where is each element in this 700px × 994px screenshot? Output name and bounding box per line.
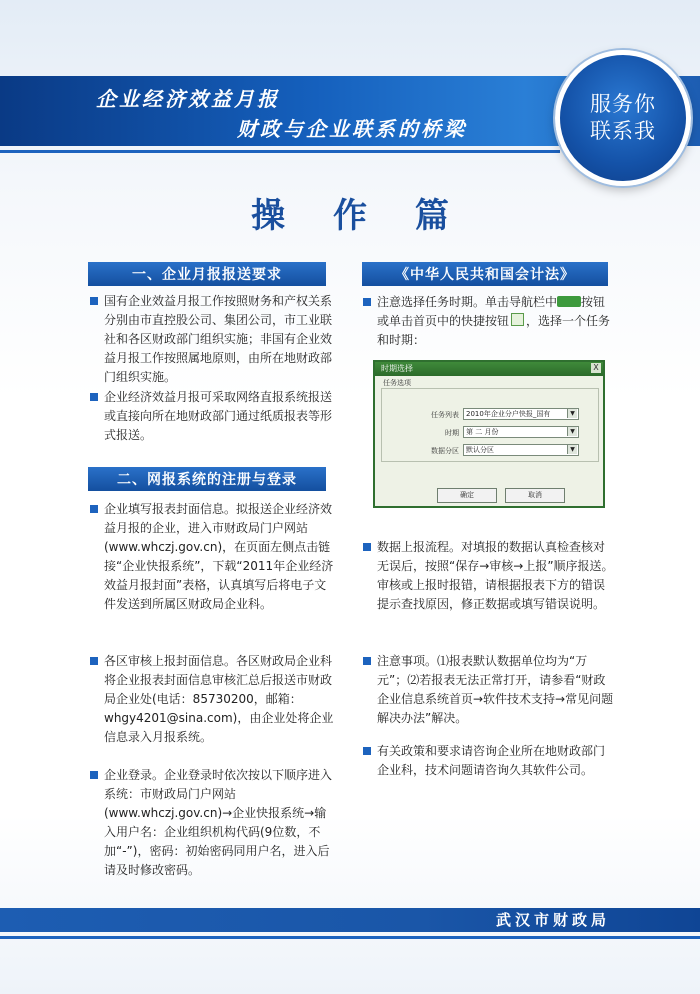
period-row: 时期 第 二 月份 ▼ bbox=[385, 426, 591, 438]
list-item: 注意选择任务时期。单击导航栏中 按钮或单击首页中的快捷按钮 ，选择一个任务和时期： bbox=[363, 293, 615, 350]
section-heading-requirements: 一、企业月报报送要求 bbox=[88, 262, 326, 286]
list-item: 数据上报流程。对填报的数据认真检查核对无误后，按照“保存→审核→上报”顺序报送。审核或上报时报错，请根据报表下方的错误提示查找原因，修正数据或填写错误说明。 bbox=[363, 538, 615, 614]
cancel-button[interactable]: 取消 bbox=[505, 488, 565, 503]
list-item: 各区审核上报封面信息。各区财政局企业科将企业报表封面信息审核汇总后报送市财政局企业处(电话：85730200，邮箱：whgy4201@sina.com)，由企业处将企业信息录入月报系统。 bbox=[90, 652, 338, 747]
bullet-icon bbox=[90, 657, 98, 665]
bullet-icon bbox=[363, 747, 371, 755]
list-item: 企业登录。企业登录时依次按以下顺序进入系统：市财政局门户网站(www.whczj.gov.cn)→企业快报系统→输入用户名：企业组织机构代码(9位数，不加“-”)，密码：初始密码同用户名，进入后请及时修改密码。 bbox=[90, 766, 338, 880]
slogan-line-2: 财政与企业联系的桥梁 bbox=[237, 117, 467, 141]
bullet-icon bbox=[363, 543, 371, 551]
bullet-icon bbox=[90, 505, 98, 513]
dialog-titlebar: 时期选择 X bbox=[375, 362, 603, 376]
list-item: 有关政策和要求请咨询企业所在地财政部门企业科，技术问题请咨询久其软件公司。 bbox=[363, 742, 615, 780]
section-heading-accounting-law: 《中华人民共和国会计法》 bbox=[362, 262, 608, 286]
partition-select[interactable]: 默认分区 bbox=[463, 444, 579, 456]
section-heading-registration: 二、网报系统的注册与登录 bbox=[88, 467, 326, 491]
period-select-dialog bbox=[373, 360, 605, 508]
service-circle-badge bbox=[555, 50, 691, 186]
list-item: 国有企业效益月报工作按照财务和产权关系分别由市直控股公司、集团公司，市工业联社和各区财政部门组织实施；非国有企业效益月报工作按照属地原则，由所在地财政部门组织实施。 bbox=[90, 292, 338, 387]
page-title: 操 作 篇 bbox=[251, 196, 467, 236]
bullet-icon bbox=[90, 297, 98, 305]
list-item: 企业经济效益月报可采取网络直报系统报送或直接向所在地财政部门通过纸质报表等形式报送。 bbox=[90, 388, 338, 445]
task-list-select[interactable]: 2010年企业分户快报_国有 bbox=[463, 408, 579, 420]
bullet-icon bbox=[363, 657, 371, 665]
footer-org-name: 武汉市财政局 bbox=[495, 911, 610, 929]
dialog-group-label: 任务选项 bbox=[383, 379, 411, 387]
chevron-down-icon[interactable]: ▼ bbox=[567, 409, 577, 418]
list-item: 注意事项。⑴报表默认数据单位均为“万元”；⑵若报表无法正常打开，请参看“财政企业信息系统首页→软件技术支持→常见问题解决办法”解决。 bbox=[363, 652, 615, 728]
quick-button-icon bbox=[511, 313, 524, 326]
period-select[interactable]: 第 二 月份 bbox=[463, 426, 579, 438]
bullet-icon bbox=[90, 771, 98, 779]
bullet-icon bbox=[90, 393, 98, 401]
circle-text-2: 联系我 bbox=[590, 119, 656, 143]
task-list-row: 任务列表 2010年企业分户快报_国有 ▼ bbox=[385, 408, 591, 420]
chevron-down-icon[interactable]: ▼ bbox=[567, 427, 577, 436]
partition-row: 数据分区 默认分区 ▼ bbox=[385, 444, 591, 456]
circle-text-1: 服务你 bbox=[590, 92, 656, 116]
list-item: 企业填写报表封面信息。拟报送企业经济效益月报的企业，进入市财政局门户网站(www.whczj.gov.cn)，在页面左侧点击链接“企业快报系统”，下载“2011年企业经济效益月报封面”表格，认真填写后将电子文件发送到所属区财政局企业科。 bbox=[90, 500, 338, 614]
slogan-line-1: 企业经济效益月报 bbox=[96, 87, 280, 111]
bullet-icon bbox=[363, 298, 371, 306]
close-icon[interactable]: X bbox=[591, 363, 601, 373]
banner-underline bbox=[0, 150, 560, 153]
ok-button[interactable]: 确定 bbox=[437, 488, 497, 503]
footer-underline bbox=[0, 936, 700, 939]
chevron-down-icon[interactable]: ▼ bbox=[567, 445, 577, 454]
nav-toolbar-button-icon bbox=[557, 296, 581, 307]
